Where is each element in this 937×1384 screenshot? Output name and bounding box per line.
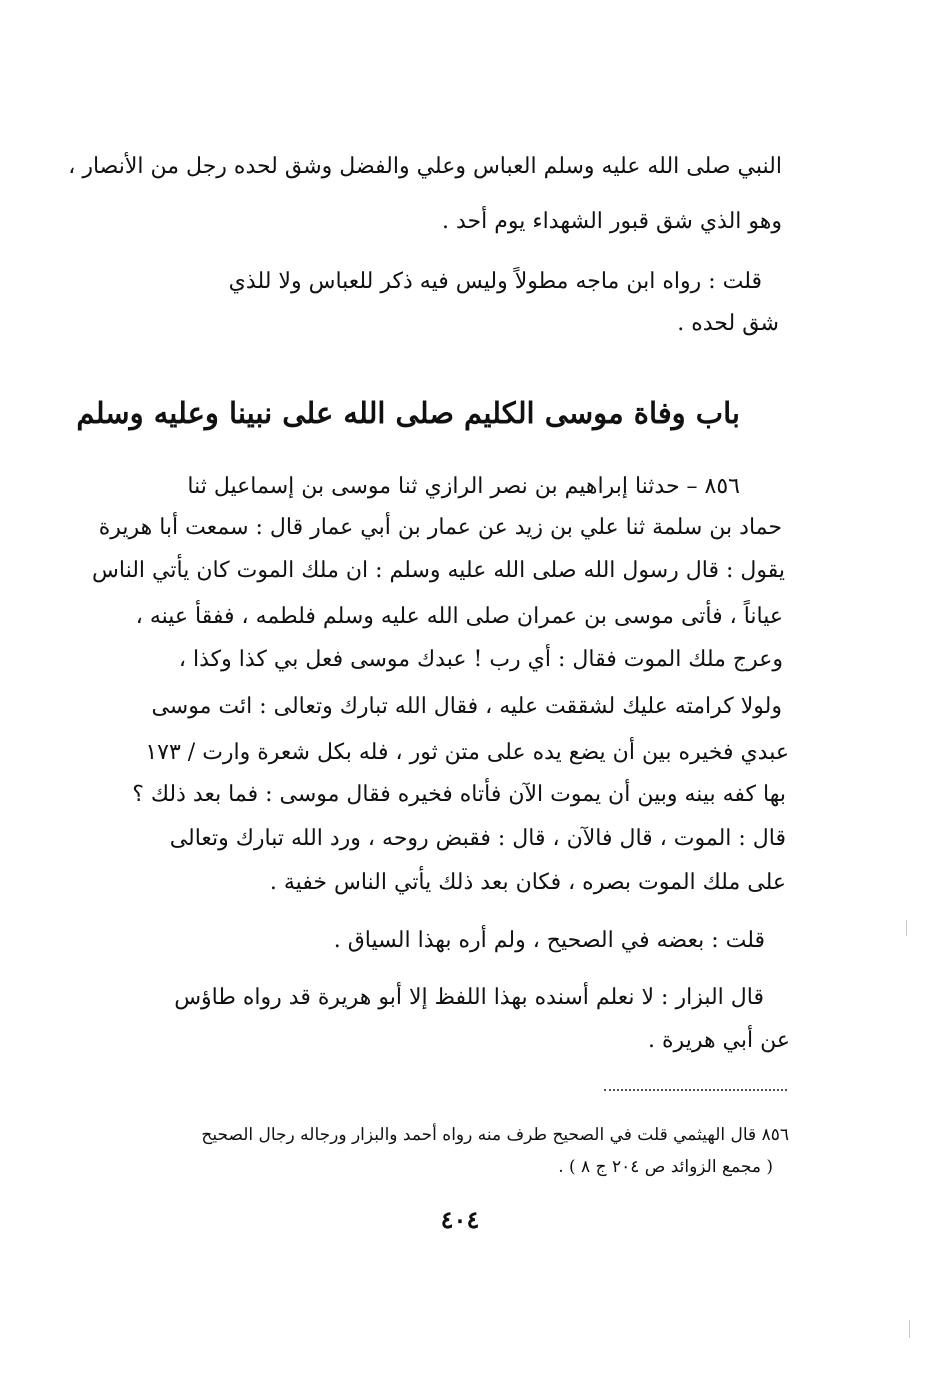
paragraph-1-line-2: وهو الذي شق قبور الشهداء يوم أحد . bbox=[441, 209, 782, 234]
footnote-line-1: ٨٥٦ قال الهيثمي قلت في الصحيح طرف منه رواه أحمد والبزار ورجاله رجال الصحيح bbox=[201, 1125, 789, 1145]
hadith-856-line-3: يقول : قال رسول الله صلى الله عليه وسلم : ان ملك الموت كان يأتي الناس bbox=[92, 558, 785, 583]
hadith-856-line-8: بها كفه بينه وبين أن يموت الآن فأتاه فخيره فقال موسى : فما بعد ذلك ؟ bbox=[132, 782, 786, 807]
section-heading: باب وفاة موسى الكليم صلى الله على نبينا وعليه وسلم bbox=[76, 396, 740, 430]
bazzar-line-2: عن أبي هريرة . bbox=[648, 1028, 790, 1053]
paragraph-2-line-2: شق لحده . bbox=[677, 311, 779, 336]
hadith-856-line-4: عياناً ، فأتى موسى بن عمران صلى الله عليه وسلم فلطمه ، ففقأ عينه ، bbox=[135, 604, 783, 629]
hadith-856-line-2: حماد بن سلمة ثنا علي بن زيد عن عمار بن أبي عمار قال : سمعت أبا هريرة bbox=[98, 515, 782, 540]
paragraph-1-line-1: النبي صلى الله عليه وسلم العباس وعلي والفضل وشق لحده رجل من الأنصار ، bbox=[68, 154, 782, 179]
hadith-856-line-7: عبدي فخيره بين أن يضع يده على متن ثور ، فله بكل شعرة وارت / ١٧٣ bbox=[145, 740, 789, 765]
hadith-856-line-10: على ملك الموت بصره ، فكان بعد ذلك يأتي الناس خفية . bbox=[269, 870, 786, 895]
scan-mark-top bbox=[906, 920, 907, 936]
paragraph-2-line-1: قلت : رواه ابن ماجه مطولاً وليس فيه ذكر للعباس ولا للذي bbox=[228, 269, 762, 294]
scan-mark-bottom bbox=[909, 1320, 910, 1338]
footnote-divider bbox=[604, 1089, 787, 1091]
bazzar-line-1: قال البزار : لا نعلم أسنده بهذا اللفظ إلا أبو هريرة قد رواه طاؤس bbox=[174, 985, 764, 1010]
hadith-856-line-6: ولولا كرامته عليك لشققت عليه ، فقال الله تبارك وتعالى : ائت موسى bbox=[151, 694, 782, 719]
page-number: ٤٠٤ bbox=[440, 1205, 480, 1234]
footnote-line-2: ( مجمع الزوائد ص ٢٠٤ ج ٨ ) . bbox=[558, 1157, 773, 1177]
hadith-856-line-9: قال : الموت ، قال فالآن ، قال : فقبض روحه ، ورد الله تبارك وتعالى bbox=[169, 826, 786, 851]
comment-line: قلت : بعضه في الصحيح ، ولم أره بهذا السياق . bbox=[333, 928, 765, 953]
hadith-856-line-1: ٨٥٦ – حدثنا إبراهيم بن نصر الرازي ثنا موسى بن إسماعيل ثنا bbox=[187, 474, 740, 499]
hadith-856-line-5: وعرج ملك الموت فقال : أي رب ! عبدك موسى فعل بي كذا وكذا ، bbox=[178, 647, 783, 672]
